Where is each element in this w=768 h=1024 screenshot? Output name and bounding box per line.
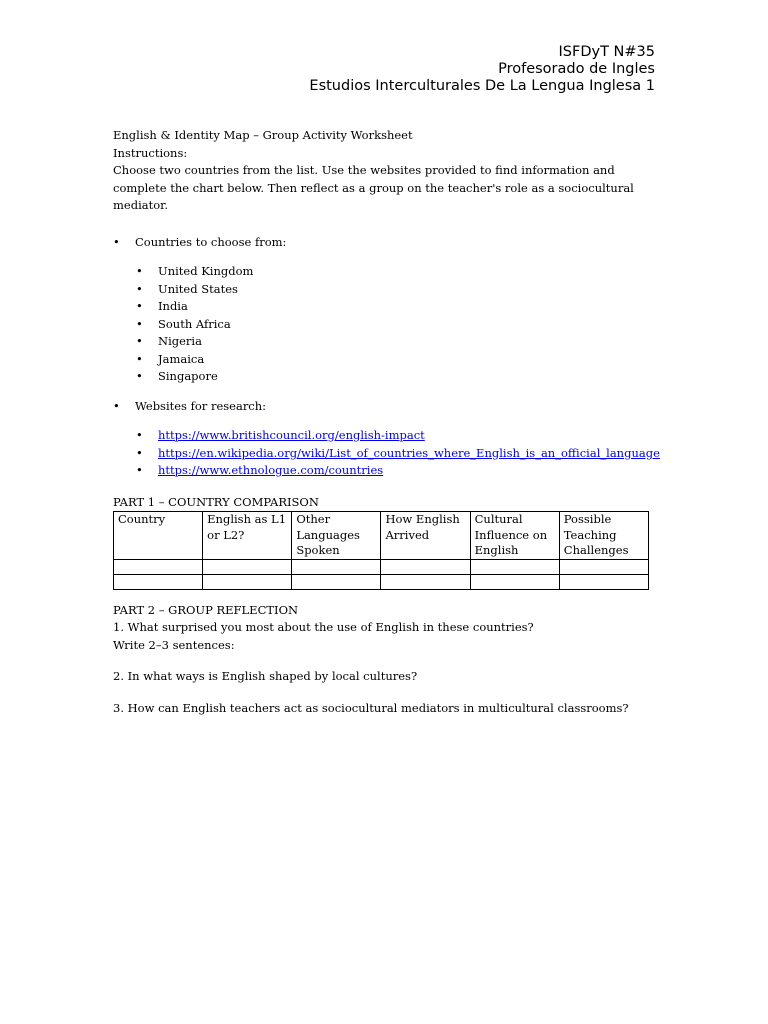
column-header: How English Arrived: [381, 512, 470, 560]
table-cell[interactable]: [292, 574, 381, 589]
ethnologue-link[interactable]: https://www.ethnologue.com/countries: [158, 463, 384, 477]
course-name: Estudios Interculturales De La Lengua Inglesa 1: [309, 78, 655, 94]
table-row: [114, 559, 649, 574]
question-3: 3. How can English teachers act as sociocultural mediators in multicultural classrooms?: [113, 700, 629, 715]
column-header: Possible Teaching Challenges: [559, 512, 648, 560]
website-item: [136, 445, 658, 463]
websites-list: [113, 427, 658, 480]
website-item: [136, 462, 658, 480]
worksheet-title: English & Identity Map – Group Activity Worksheet: [113, 128, 413, 142]
country-item: • Jamaica: [136, 351, 658, 369]
document-header: [309, 44, 655, 95]
part1-title: PART 1 – COUNTRY COMPARISON: [113, 494, 319, 509]
country-item: • Nigeria: [136, 333, 658, 351]
table-row: [114, 574, 649, 589]
country-item: • United Kingdom: [136, 263, 658, 281]
column-header: Other Languages Spoken: [292, 512, 381, 560]
worksheet-body: [113, 127, 658, 717]
websites-section: [113, 398, 658, 416]
instructions-label: Instructions:: [113, 145, 188, 160]
table-cell[interactable]: [470, 559, 559, 574]
table-cell[interactable]: [114, 559, 203, 574]
countries-list: [113, 263, 658, 386]
country-item: • United States: [136, 281, 658, 299]
program-name: Profesorado de Ingles: [498, 61, 655, 77]
question-1-note: Write 2–3 sentences:: [113, 637, 235, 652]
part2-title: PART 2 – GROUP REFLECTION: [113, 602, 299, 617]
institution-name: ISFDyT N#35: [558, 44, 655, 60]
table-cell[interactable]: [559, 574, 648, 589]
table-cell[interactable]: [381, 559, 470, 574]
question-2: 2. In what ways is English shaped by local cultures?: [113, 669, 418, 683]
country-comparison-table: [113, 511, 649, 590]
wikipedia-link[interactable]: https://en.wikipedia.org/wiki/List_of_countries_where_English_is_an_official_language: [158, 445, 660, 460]
table-cell[interactable]: [203, 559, 292, 574]
table-cell[interactable]: [203, 574, 292, 589]
websites-label: • Websites for research:: [113, 398, 658, 416]
british-council-link[interactable]: https://www.britishcouncil.org/english-impact: [158, 428, 425, 442]
country-item: • South Africa: [136, 316, 658, 334]
question-1: 1. What surprised you most about the use of English in these countries?: [113, 620, 534, 634]
table-cell[interactable]: [470, 574, 559, 589]
table-cell[interactable]: [114, 574, 203, 589]
website-item: [136, 427, 658, 445]
country-item: • India: [136, 298, 658, 316]
column-header: Cultural Influence on English: [470, 512, 559, 560]
table-cell[interactable]: [559, 559, 648, 574]
table-cell[interactable]: [381, 574, 470, 589]
country-item: • Singapore: [136, 368, 658, 386]
table-header-row: [114, 512, 649, 560]
column-header: Country: [114, 512, 203, 560]
instructions-text: Choose two countries from the list. Use the websites provided to find information and complete the chart below. Then reflect as a group on the teacher's role as a sociocultural mediator.: [113, 163, 634, 212]
column-header: English as L1 or L2?: [203, 512, 292, 560]
countries-label: • Countries to choose from:: [113, 234, 658, 252]
countries-section: [113, 234, 658, 252]
table-cell[interactable]: [292, 559, 381, 574]
